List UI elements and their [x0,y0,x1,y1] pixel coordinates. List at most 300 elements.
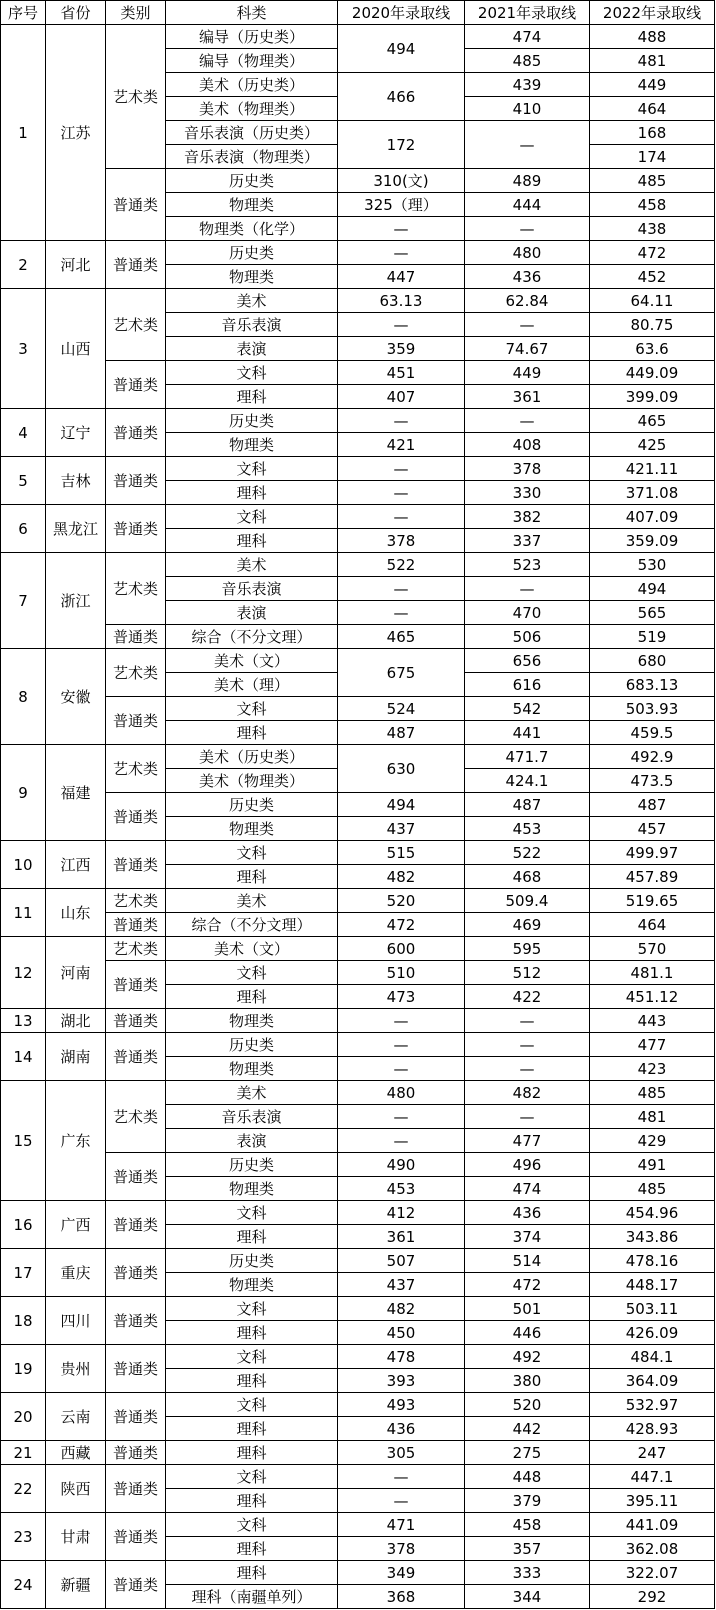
table-cell: 重庆 [46,1249,106,1297]
table-cell: 历史类 [166,409,338,433]
table-cell: 物理类 [166,433,338,457]
table-cell: 349 [338,1561,465,1585]
table-cell: 湖北 [46,1009,106,1033]
table-cell: 472 [590,241,715,265]
table-cell: — [338,1105,465,1129]
table-cell: 物理类 [166,1177,338,1201]
table-cell: 494 [338,25,465,73]
table-cell: 广西 [46,1201,106,1249]
table-cell: 物理类（化学） [166,217,338,241]
table-row [1,1441,715,1465]
table-cell: 675 [338,649,465,697]
table-cell: 429 [590,1129,715,1153]
table-cell: 美术 [166,889,338,913]
table-cell: 454.96 [590,1201,715,1225]
table-cell: 487 [338,721,465,745]
table-cell: — [338,577,465,601]
table-cell: 436 [465,265,590,289]
table-cell: 407.09 [590,505,715,529]
table-row [1,889,715,913]
table-cell: 343.86 [590,1225,715,1249]
table-cell: 9 [1,745,46,841]
table-cell: 历史类 [166,169,338,193]
table-cell: — [465,577,590,601]
table-cell: 甘肃 [46,1513,106,1561]
table-cell: 浙江 [46,553,106,649]
header-category: 类别 [106,1,166,25]
table-cell: 472 [338,913,465,937]
table-cell: 美术（物理类） [166,769,338,793]
table-cell: 8 [1,649,46,745]
table-cell: 494 [590,577,715,601]
table-cell: 10 [1,841,46,889]
table-cell: 410 [465,97,590,121]
table-cell: 465 [338,625,465,649]
table-row [1,649,715,673]
table-cell: 理科（南疆单列） [166,1585,338,1609]
table-cell: — [465,121,590,169]
table-row [1,1033,715,1057]
table-cell: 文科 [166,457,338,481]
table-cell: — [465,1033,590,1057]
table-cell: 艺术类 [106,289,166,361]
table-cell: 449 [465,361,590,385]
table-cell: 63.13 [338,289,465,313]
table-cell: — [465,1105,590,1129]
table-cell: 2 [1,241,46,289]
table-cell: 499.97 [590,841,715,865]
table-row [1,841,715,865]
table-cell: 物理类 [166,1057,338,1081]
table-cell: 247 [590,1441,715,1465]
table-cell: 478 [338,1345,465,1369]
table-cell: 文科 [166,1513,338,1537]
table-cell: 音乐表演 [166,577,338,601]
table-cell: 理科 [166,865,338,889]
table-row [1,745,715,769]
table-cell: 492 [465,1345,590,1369]
table-cell: 艺术类 [106,745,166,793]
table-cell: 21 [1,1441,46,1465]
table-cell: — [338,1465,465,1489]
table-cell: 485 [590,1177,715,1201]
header-subject: 科类 [166,1,338,25]
table-cell: 477 [465,1129,590,1153]
table-cell: 16 [1,1201,46,1249]
table-cell: 江西 [46,841,106,889]
table-cell: 424.1 [465,769,590,793]
table-cell: 441 [465,721,590,745]
table-cell: 507 [338,1249,465,1273]
table-cell: 普通类 [106,169,166,241]
table-cell: 437 [338,1273,465,1297]
table-cell: 理科 [166,1321,338,1345]
table-cell: 509.4 [465,889,590,913]
table-cell: 12 [1,937,46,1009]
table-cell: 文科 [166,1393,338,1417]
table-cell: 565 [590,601,715,625]
table-cell: 616 [465,673,590,697]
table-cell: 361 [338,1225,465,1249]
table-cell: 457 [590,817,715,841]
table-cell: 484.1 [590,1345,715,1369]
table-cell: 469 [465,913,590,937]
table-cell: 表演 [166,601,338,625]
table-cell: 457.89 [590,865,715,889]
table-cell: 云南 [46,1393,106,1441]
table-cell: — [465,313,590,337]
table-cell: 520 [465,1393,590,1417]
table-cell: 音乐表演（历史类） [166,121,338,145]
table-cell: 理科 [166,529,338,553]
table-cell: 374 [465,1225,590,1249]
table-cell: 379 [465,1489,590,1513]
header-province: 省份 [46,1,106,25]
table-cell: 520 [338,889,465,913]
table-cell: 7 [1,553,46,649]
table-cell: 理科 [166,1441,338,1465]
table-row [1,913,715,937]
table-cell: 428.93 [590,1417,715,1441]
table-cell: 361 [465,385,590,409]
table-cell: 贵州 [46,1345,106,1393]
table-cell: 489 [465,169,590,193]
table-row [1,1009,715,1033]
table-cell: 64.11 [590,289,715,313]
table-cell: 历史类 [166,793,338,817]
table-cell: 459.5 [590,721,715,745]
table-cell: 452 [590,265,715,289]
table-cell: 472 [465,1273,590,1297]
table-cell: 510 [338,961,465,985]
table-cell: 364.09 [590,1369,715,1393]
table-cell: 历史类 [166,1153,338,1177]
table-cell: 474 [465,1177,590,1201]
table-cell: 448 [465,1465,590,1489]
table-cell: 408 [465,433,590,457]
table-cell: 449 [590,73,715,97]
table-cell: 447 [338,265,465,289]
header-score-2022: 2022年录取线 [590,1,715,25]
table-cell: 515 [338,841,465,865]
table-cell: 466 [338,73,465,121]
table-cell: 470 [465,601,590,625]
table-cell: 5 [1,457,46,505]
table-cell: — [338,481,465,505]
table-cell: 480 [338,1081,465,1105]
table-cell: 普通类 [106,1201,166,1249]
table-cell: 362.08 [590,1537,715,1561]
table-cell: 理科 [166,1225,338,1249]
table-cell: 山东 [46,889,106,937]
table-cell: 理科 [166,481,338,505]
table-cell: 江苏 [46,25,106,241]
table-cell: 编导（物理类） [166,49,338,73]
table-cell: 359 [338,337,465,361]
table-cell: 河南 [46,937,106,1009]
table-cell: 物理类 [166,193,338,217]
table-cell: 380 [465,1369,590,1393]
table-cell: 普通类 [106,625,166,649]
table-cell: 600 [338,937,465,961]
table-cell: 491 [590,1153,715,1177]
table-cell: 471 [338,1513,465,1537]
table-cell: 18 [1,1297,46,1345]
table-cell: 174 [590,145,715,169]
table-cell: 陕西 [46,1465,106,1513]
table-cell: — [338,1033,465,1057]
table-cell: 493 [338,1393,465,1417]
table-cell: 音乐表演 [166,1105,338,1129]
table-cell: 音乐表演 [166,313,338,337]
table-row [1,1201,715,1225]
table-cell: 473 [338,985,465,1009]
table-cell: 453 [465,817,590,841]
table-cell: 482 [465,1081,590,1105]
table-cell: — [338,505,465,529]
table-cell: 395.11 [590,1489,715,1513]
table-cell: 普通类 [106,241,166,289]
table-cell: 编导（历史类） [166,25,338,49]
table-cell: 艺术类 [106,25,166,169]
table-cell: 453 [338,1177,465,1201]
table-cell: 423 [590,1057,715,1081]
header-row [1,1,715,25]
table-cell: 168 [590,121,715,145]
table-cell: 530 [590,553,715,577]
table-cell: — [338,1057,465,1081]
table-cell: 371.08 [590,481,715,505]
table-cell: 446 [465,1321,590,1345]
table-cell: 333 [465,1561,590,1585]
table-row [1,241,715,265]
table-cell: 艺术类 [106,1081,166,1153]
table-cell: 17 [1,1249,46,1297]
table-cell: 443 [590,1009,715,1033]
table-cell: 22 [1,1465,46,1513]
table-cell: 理科 [166,1369,338,1393]
table-cell: 文科 [166,961,338,985]
table-cell: 理科 [166,385,338,409]
table-cell: 美术（文） [166,649,338,673]
table-cell: 理科 [166,985,338,1009]
table-cell: 478.16 [590,1249,715,1273]
table-cell: 美术 [166,1081,338,1105]
table-cell: 普通类 [106,505,166,553]
table-cell: 481 [590,49,715,73]
table-cell: 63.6 [590,337,715,361]
table-cell: 480 [465,241,590,265]
table-cell: 512 [465,961,590,985]
table-cell: 382 [465,505,590,529]
table-row [1,289,715,313]
table-cell: 普通类 [106,913,166,937]
table-cell: 美术（历史类） [166,745,338,769]
table-row [1,1465,715,1489]
table-cell: 630 [338,745,465,793]
table-cell: 综合（不分文理） [166,913,338,937]
table-cell: 河北 [46,241,106,289]
table-cell: 物理类 [166,817,338,841]
table-cell: 物理类 [166,1273,338,1297]
table-cell: 441.09 [590,1513,715,1537]
table-cell: 519.65 [590,889,715,913]
table-cell: 292 [590,1585,715,1609]
table-cell: 421.11 [590,457,715,481]
table-cell: 570 [590,937,715,961]
table-cell: — [338,1129,465,1153]
table-cell: 历史类 [166,1249,338,1273]
table-cell: 80.75 [590,313,715,337]
table-cell: 62.84 [465,289,590,313]
table-row [1,169,715,193]
table-cell: 519 [590,625,715,649]
table-cell: 437 [338,817,465,841]
table-cell: 6 [1,505,46,553]
table-cell: 407 [338,385,465,409]
table-cell: 305 [338,1441,465,1465]
table-cell: 理科 [166,1489,338,1513]
table-cell: 山西 [46,289,106,409]
table-cell: 美术（物理类） [166,97,338,121]
table-cell: 美术（理） [166,673,338,697]
table-cell: 359.09 [590,529,715,553]
table-cell: 450 [338,1321,465,1345]
table-cell: 安徽 [46,649,106,745]
table-cell: 美术 [166,289,338,313]
table-cell: 文科 [166,361,338,385]
table-header [1,1,715,25]
table-cell: 1 [1,25,46,241]
table-cell: 普通类 [106,841,166,889]
table-row [1,1561,715,1585]
table-cell: — [338,601,465,625]
table-cell: 496 [465,1153,590,1177]
table-cell: 322.07 [590,1561,715,1585]
table-cell: 普通类 [106,1561,166,1609]
table-cell: 新疆 [46,1561,106,1609]
table-cell: 482 [338,1297,465,1321]
table-cell: 文科 [166,841,338,865]
table-cell: 西藏 [46,1441,106,1465]
table-cell: 487 [465,793,590,817]
table-cell: 482 [338,865,465,889]
table-cell: 412 [338,1201,465,1225]
table-cell: — [465,1009,590,1033]
table-cell: 524 [338,697,465,721]
table-cell: 普通类 [106,697,166,745]
table-cell: 444 [465,193,590,217]
table-row [1,1345,715,1369]
table-cell: 理科 [166,1561,338,1585]
table-row [1,25,715,49]
table-cell: 19 [1,1345,46,1393]
table-cell: 普通类 [106,1297,166,1345]
table-cell: 普通类 [106,1345,166,1393]
table-cell: 表演 [166,337,338,361]
table-cell: 23 [1,1513,46,1561]
table-cell: 442 [465,1417,590,1441]
table-cell: — [465,1057,590,1081]
table-cell: 458 [465,1513,590,1537]
table-cell: 艺术类 [106,937,166,961]
table-cell: 275 [465,1441,590,1465]
table-row [1,961,715,985]
table-cell: 458 [590,193,715,217]
table-cell: 522 [338,553,465,577]
table-row [1,625,715,649]
table-row [1,1297,715,1321]
table-cell: 344 [465,1585,590,1609]
table-cell: 四川 [46,1297,106,1345]
table-cell: 172 [338,121,465,169]
table-row [1,409,715,433]
table-cell: 436 [465,1201,590,1225]
table-cell: 368 [338,1585,465,1609]
table-cell: 美术（文） [166,937,338,961]
table-row [1,937,715,961]
table-cell: 综合（不分文理） [166,625,338,649]
table-cell: 595 [465,937,590,961]
table-cell: 481 [590,1105,715,1129]
table-cell: 物理类 [166,1009,338,1033]
table-cell: 438 [590,217,715,241]
table-cell: 522 [465,841,590,865]
table-cell: 378 [338,529,465,553]
table-cell: — [338,241,465,265]
table-cell: 普通类 [106,961,166,1009]
table-cell: 黑龙江 [46,505,106,553]
header-score-2020: 2020年录取线 [338,1,465,25]
table-cell: 325（理） [338,193,465,217]
table-cell: 艺术类 [106,649,166,697]
table-cell: 理科 [166,1417,338,1441]
table-cell: 447.1 [590,1465,715,1489]
table-cell: 425 [590,433,715,457]
table-cell: 音乐表演（物理类） [166,145,338,169]
table-cell: 683.13 [590,673,715,697]
table-cell: 福建 [46,745,106,841]
table-row [1,1249,715,1273]
table-cell: 历史类 [166,1033,338,1057]
table-cell: 美术 [166,553,338,577]
table-cell: 449.09 [590,361,715,385]
table-row [1,361,715,385]
table-row [1,553,715,577]
table-cell: 文科 [166,1345,338,1369]
table-cell: 74.67 [465,337,590,361]
table-cell: 广东 [46,1081,106,1201]
table-cell: 357 [465,1537,590,1561]
table-cell: 辽宁 [46,409,106,457]
table-cell: 426.09 [590,1321,715,1345]
table-cell: 451.12 [590,985,715,1009]
table-cell: 文科 [166,1201,338,1225]
table-cell: 506 [465,625,590,649]
table-cell: 文科 [166,505,338,529]
table-cell: 464 [590,97,715,121]
table-cell: 普通类 [106,1009,166,1033]
table-cell: 15 [1,1081,46,1201]
table-cell: 13 [1,1009,46,1033]
table-cell: 普通类 [106,1513,166,1561]
table-cell: 4 [1,409,46,457]
table-cell: 310(文) [338,169,465,193]
table-cell: 美术（历史类） [166,73,338,97]
table-cell: 理科 [166,721,338,745]
table-row [1,793,715,817]
table-cell: 451 [338,361,465,385]
